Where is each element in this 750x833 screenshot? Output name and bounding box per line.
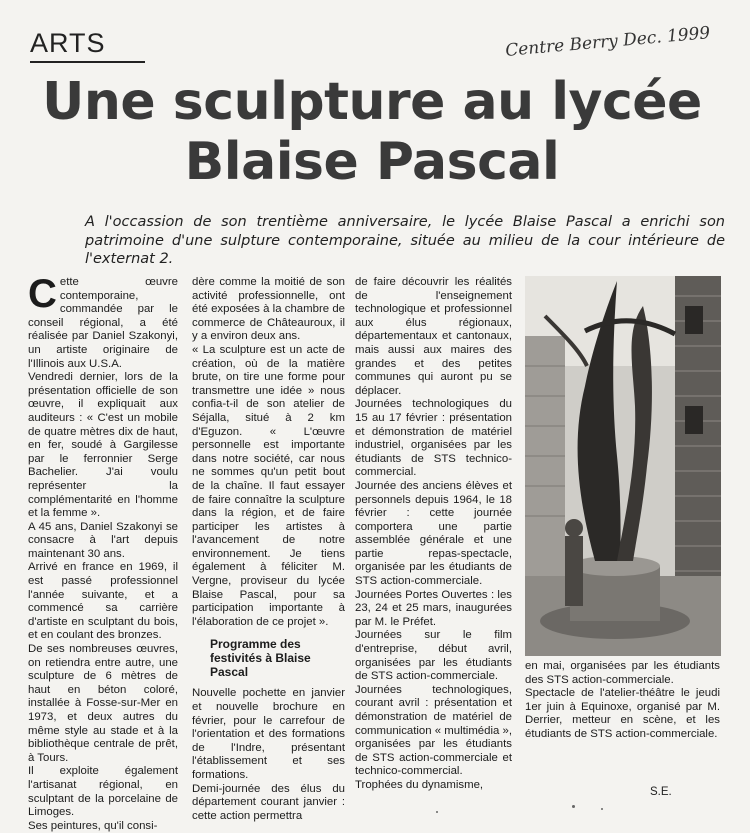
- paragraph: « La sculpture est un acte de création, où de la matière brute, on tire une forme pour transmettre une idée » nous confia-t-il de son atelier de Séjalla, situé à 2 km d'Eguzon. « L'œuvre personnelle est importante dans notre société, car nous ne sommes qu'un petit bout de la chaîne. Il faut essayer de faire connaître la sculpture dans la région, et de faire participer les artistes à l'avancement de notre environnement. Je tiens également à féliciter M. Vergne, proviseur du lycée Blaise Pascal, pour sa participation importante à l'élaboration de ce projet ».: [192, 343, 345, 628]
- paragraph: De ses nombreuses œuvres, on retiendra entre autre, une sculpture de 6 mètres de haut en béton coloré, installée à Fosse-sur-Mer en 1973, et deux autres du même style au stade et à la bibliothèque centrale de prêt, à Tours.: [28, 643, 178, 764]
- section-rubric: ARTS: [30, 28, 106, 58]
- print-speck: [601, 808, 603, 810]
- article-column-2: [192, 276, 345, 823]
- paragraph: Nouvelle pochette en janvier et nouvelle brochure en février, pour le carrefour de l'orientation et des formations de l'Indre, présentant l'établissement et ses formations.: [192, 687, 345, 781]
- paragraph: de faire découvrir les réalités de l'enseignement technologique et professionnel aux élus régionaux, départementaux et cantonaux, mais aussi aux maires des grandes et des petites communes qui auront pu se déplacer.: [355, 276, 512, 397]
- handwritten-source-note: Centre Berry Dec. 1999: [504, 23, 712, 61]
- paragraph: Journées technologiques du 15 au 17 février : présentation et démonstration de matériel industriel, organisées par les étudiants de STS technico-commercial.: [355, 398, 512, 479]
- rubric-underline: [30, 61, 145, 63]
- lead-paragraph: A l'occassion de son trentième anniversaire, le lycée Blaise Pascal a enrichi son patrimoine d'une sulpture contemporaine, située au milieu de la cour intérieure de l'externat 2.: [85, 214, 725, 267]
- article-column-3: [355, 276, 512, 793]
- paragraph: Cette œuvre contemporaine, commandée par le conseil régional, a été réalisée par Daniel Szakonyi, un artiste originaire de l'Illinois aux U.S.A.: [28, 272, 178, 370]
- article-column-1: [28, 272, 178, 833]
- paragraph: Ses peintures, qu'il consi-: [28, 819, 158, 832]
- paragraph: Spectacle de l'atelier-théâtre le jeudi 1er juin à Equinoxe, organisé par M. Derrier, metteur en scène, et les étudiants de STS action-commerciale.: [525, 687, 720, 740]
- sculpture-photo: [525, 276, 721, 656]
- headline: [22, 72, 722, 192]
- drop-cap: C: [28, 272, 57, 316]
- paragraph: Arrivé en france en 1969, il est passé professionnel l'année suivante, et a commencé sa carrière d'artiste en sculptant du bois, et en coulant des bronzes.: [28, 561, 178, 642]
- paragraph: Trophées du dynamisme,: [355, 778, 484, 791]
- paragraph: Demi-journée des élus du département courant janvier : cette action permettra: [192, 782, 345, 822]
- paragraph: Journées sur le film d'entreprise, début avril, organisées par les étudiants de STS action-commerciale.: [355, 629, 512, 683]
- paragraph: Vendredi dernier, lors de la présentation officielle de son œuvre, il expliquait aux auditeurs : « C'est un mobile de quatre mètres dix de haut, en fer, soudé à Gargilesse par le ferronnier Serge Bachelier. J'ai voulu représenter la complémentarité en l'homme et la femme ».: [28, 371, 178, 520]
- print-speck: [572, 805, 575, 808]
- print-speck: [436, 811, 438, 813]
- paragraph: A 45 ans, Daniel Szakonyi se consacre à l'art depuis maintenant 30 ans.: [28, 520, 178, 560]
- program-subheading: Programme des festivités à Blaise Pascal: [210, 637, 311, 680]
- paragraph: Il exploite également l'artisanat régional, en sculptant de la porcelaine de Limoges.: [28, 765, 178, 819]
- paragraph: Journées Portes Ouvertes : les 23, 24 et 25 mars, inaugurées par M. le Préfet.: [355, 588, 512, 628]
- paragraph: en mai, organisées par les étudiants des STS action-commerciale.: [525, 660, 720, 686]
- paragraph: dère comme la moitié de son activité professionnelle, ont été exposées à la chambre de commerce de Châteauroux, il y a environ deux ans.: [192, 276, 345, 343]
- author-signature: S.E.: [650, 786, 672, 798]
- headline-line-1: Une sculpture au lycée: [42, 72, 702, 132]
- paragraph: Journée des anciens élèves et personnels depuis 1964, le 18 février : cette journée comportera une partie assemblée générale et une partie repas-spectacle, organisée par les étudiants de STS action-commerciale.: [355, 479, 512, 588]
- sculpture-photo-illustration: [525, 276, 721, 656]
- headline-line-2: Blaise Pascal: [184, 132, 560, 192]
- paragraph: Journées technologiques, courant avril : présentation et démonstration de matériel de communication « multimédia », organisées par les étudiants de STS action-commerciale et technico-commercial.: [355, 683, 513, 778]
- article-column-4: [525, 660, 720, 742]
